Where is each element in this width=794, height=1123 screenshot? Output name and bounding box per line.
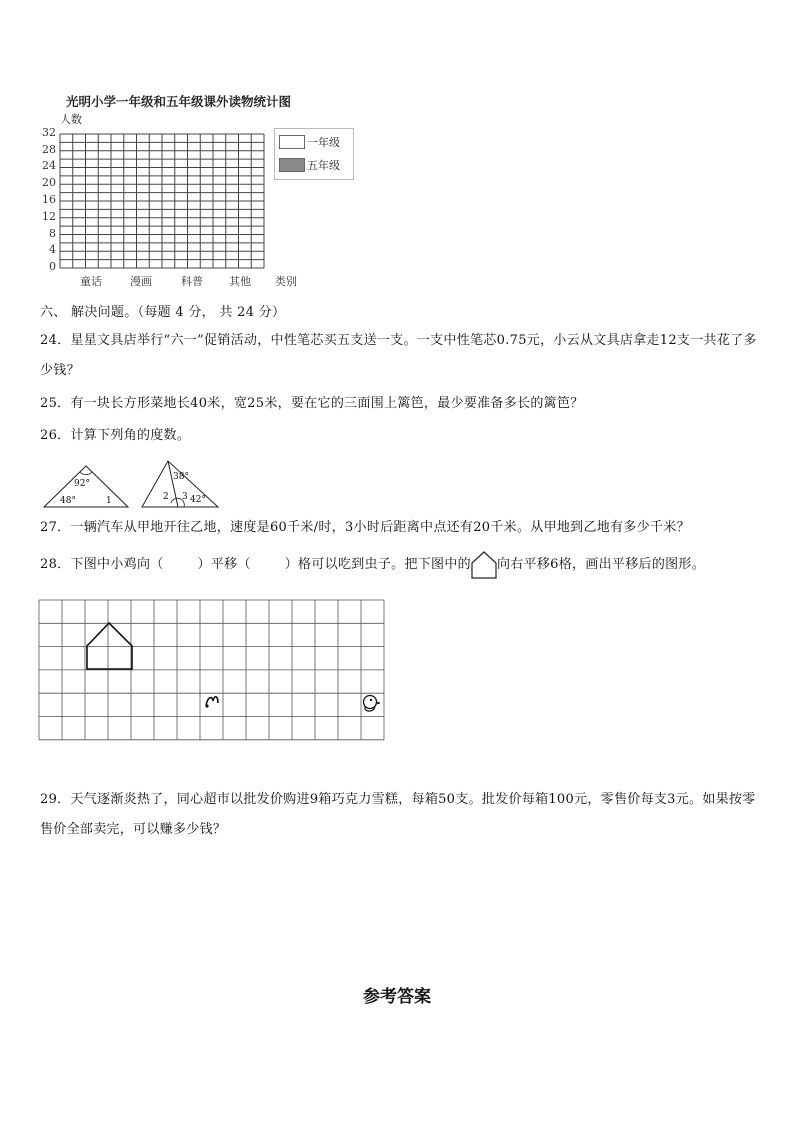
translation-grid[interactable] <box>38 598 386 742</box>
chart-grid <box>58 120 268 276</box>
triangle-2-top-angle: 38° <box>173 472 189 482</box>
answer-section-title: 参考答案 <box>363 987 431 1007</box>
y-tick: 16 <box>42 193 56 206</box>
legend-label-grade5: 五年级 <box>307 159 340 172</box>
category-label: 童话 <box>80 275 102 288</box>
y-tick: 32 <box>42 126 56 139</box>
triangle-2-angle-2: 2 <box>163 492 169 502</box>
bug-icon <box>205 697 218 708</box>
category-label: 科普 <box>181 275 203 288</box>
question-27: 27．一辆汽车从甲地开往乙地，速度是60千米/时，3小时后距离中点还有20千米。从甲地到乙地有多少千米？ <box>40 520 690 535</box>
pentagon-house-icon <box>471 551 497 579</box>
y-tick: 24 <box>42 159 56 172</box>
y-tick: 0 <box>49 260 56 273</box>
legend-label-grade1: 一年级 <box>307 136 340 149</box>
question-28-part-b: ）平移（ <box>197 557 251 572</box>
triangle-1-left-angle: 48° <box>60 496 76 506</box>
question-25: 25．有一块长方形菜地长40米，宽25米，要在它的三面围上篱笆，最少要准备多长的篱笆？ <box>40 396 584 411</box>
legend-swatch-grade5 <box>279 158 305 172</box>
triangle-2-angle-42: 42° <box>190 495 206 505</box>
category-label: 其他 <box>229 275 251 288</box>
triangle-2-angle-3: 3 <box>182 492 188 502</box>
y-axis-label: 人数 <box>60 113 82 126</box>
pentagon-house-shape <box>87 623 132 669</box>
section-heading: 六、 解决问题。（每题 4 分， 共 24 分） <box>40 305 286 320</box>
question-29: 29．天气逐渐炎热了，同心超市以批发价购进9箱巧克力雪糕，每箱50支。批发价每箱100元，零售价每支3元。如果按零售价全部卖完，可以赚多少钱？ <box>40 792 756 837</box>
question-28-part-a: 28．下图中小鸡向（ <box>40 557 164 572</box>
chart-legend <box>274 128 354 180</box>
y-tick: 8 <box>49 227 56 240</box>
triangle-1-right-angle: 1 <box>106 496 112 506</box>
question-28-part-d: 向右平移6格，画出平移后的图形。 <box>496 557 706 572</box>
x-axis-label: 类别 <box>275 275 297 288</box>
legend-swatch-grade1 <box>279 135 305 149</box>
question-28 <box>40 550 760 580</box>
question-26: 26．计算下列角的度数。 <box>40 428 191 443</box>
y-tick: 12 <box>42 210 56 223</box>
triangle-1-top-angle: 92° <box>74 479 90 489</box>
y-tick: 4 <box>49 243 56 256</box>
question-24: 24．星星文具店举行“六一”促销活动，中性笔芯买五支送一支。一支中性笔芯0.75元，小云从文具店拿走12支一共花了多少钱？ <box>40 333 757 378</box>
triangle-figure-2 <box>140 458 222 510</box>
question-28-part-c: ）格可以吃到虫子。把下图中的 <box>284 557 471 572</box>
category-label: 漫画 <box>130 275 152 288</box>
y-tick: 28 <box>42 143 56 156</box>
y-tick: 20 <box>42 176 56 189</box>
chick-icon <box>364 696 381 712</box>
chart-title: 光明小学一年级和五年级课外读物统计图 <box>66 94 292 109</box>
